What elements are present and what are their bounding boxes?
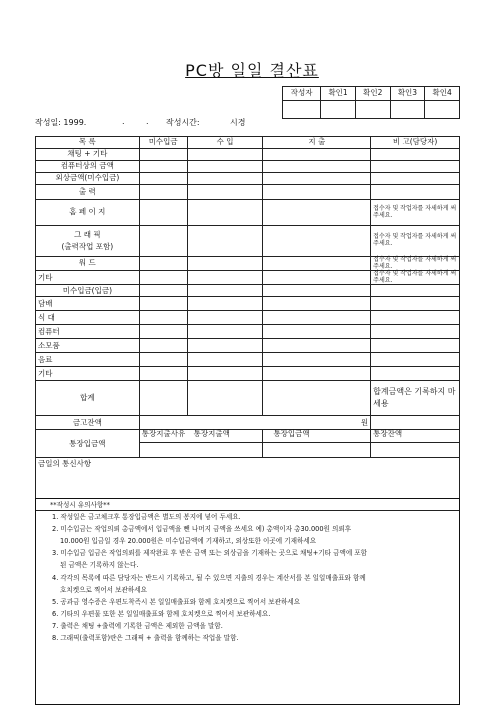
row-label: 채팅 + 기타: [36, 149, 140, 161]
notes-heading: **작성시 유의사항**: [50, 501, 110, 509]
cash-label: 금고잔액: [36, 416, 140, 430]
signature-cell[interactable]: [321, 101, 356, 119]
settlement-table: [35, 136, 460, 511]
approval-writer: 작성자: [283, 87, 321, 101]
cash-amount[interactable]: 원: [139, 416, 370, 430]
time-unit: 시경: [230, 118, 246, 127]
signature-cell[interactable]: [355, 101, 390, 119]
row-label: 그 래 픽 (출력작업 포함): [36, 226, 140, 257]
col-header: 수 입: [187, 137, 263, 149]
note-line: 7. 출력은 채팅 +출력에 기록한 금액은 제외한 금액을 말함.: [52, 621, 223, 630]
row-label: 워 드: [36, 257, 140, 271]
expense-label: 기타: [36, 367, 140, 381]
time-label: 작성시간:: [166, 118, 200, 127]
col-header: 비 고(담당자): [371, 137, 460, 149]
bank-label: 통장입금액: [36, 430, 140, 458]
col-header: 지 출: [263, 137, 371, 149]
note-line: 2. 미수입금는 작업의뢰 총금액에서 입금액을 뺀 나머지 금액을 쓰세요 예) 총액이자 총30.000원 의뢰후: [52, 525, 352, 534]
note-line: 된 금액은 기록하지 않는다.: [60, 561, 139, 570]
row-label: 미수입금(입금): [36, 285, 140, 297]
note-line: 5. 공과금 영수증은 우편도착즉시 본 일일매출표와 함께 호치켓으로 찍어서 보관하세요: [52, 597, 301, 606]
col-header: 목 록: [36, 137, 140, 149]
expense-label: 음료: [36, 353, 140, 367]
signature-cell[interactable]: [425, 101, 460, 119]
total-note: 합계금액은 기록하지 마세용: [371, 381, 460, 416]
row-note: 접수자 및 작업자를 자세하게 써주세요.: [371, 200, 460, 226]
date-dot: .: [122, 117, 125, 126]
note-line: 1. 작성일은 금고체크후 통장입금액은 별도의 봉지에 넣어 두세요.: [52, 513, 241, 522]
page-title: PC방 일일 결산표: [185, 61, 319, 80]
note-line: 8. 그래픽(출력포함)란은 그래픽 + 출력을 함께하는 작업을 말함.: [52, 634, 239, 643]
row-label: 기타: [36, 271, 140, 285]
notes-box: [35, 498, 460, 705]
signature-cell[interactable]: [283, 101, 321, 119]
comm-label: 금일의 통신사항: [38, 459, 92, 469]
date-dot: .: [146, 117, 149, 126]
row-label: 컴퓨터상의 금액: [36, 161, 140, 173]
row-label: 홈 페 이 지: [36, 200, 140, 226]
note-line: 10.000원 입금일 경우 20.000원은 미수입금액에 기재하고, 외상또한 이곳에 기재하세요: [60, 537, 317, 546]
note-line: 3. 미수입금 입금은 작업의뢰를 제작완료 후 받은 금액 또는 외상금을 기재하는 곳으로 채팅+기타 금액에 포함: [52, 549, 368, 558]
expense-label: 컴퓨터: [36, 325, 140, 339]
approval-check3: 확인3: [390, 87, 425, 101]
bank-col: 통장입금액: [263, 430, 371, 443]
date-label: 작성일: 1999.: [35, 118, 87, 127]
expense-label: 식 대: [36, 311, 140, 325]
note-line: 호치켓으로 찍어서 보관하세요: [60, 585, 147, 594]
approval-box: [282, 86, 460, 119]
row-note: 접수자 및 작업자를 자세하게 써주세요.: [371, 226, 460, 257]
total-label: 합계: [36, 381, 140, 416]
bank-col: 통장지출사유: [141, 429, 186, 439]
row-label: 출 력: [36, 185, 140, 200]
note-line: 4. 각각의 목록에 따른 담당자는 반드시 기록하고, 될 수 있으면 지출의 경우는 계산서를 본 일일매출표와 함께: [52, 573, 366, 582]
expense-label: 담배: [36, 297, 140, 311]
row-label: 외상금액(미수입금): [36, 173, 140, 185]
approval-check1: 확인1: [321, 87, 356, 101]
row-note: 접수자 및 작업자를 자세하게 써주세요.: [371, 257, 460, 271]
approval-check4: 확인4: [425, 87, 460, 101]
bank-col: 통장잔액: [371, 430, 460, 443]
expense-label: 소모품: [36, 339, 140, 353]
note-line: 6. 기타의 우편물 또한 본 일일매출표와 함께 호치켓으로 찍어서 보관하세요.: [52, 609, 271, 618]
row-note: 접수자 및 작업자를 자세하게 써주세요.: [371, 271, 460, 285]
approval-check2: 확인2: [355, 87, 390, 101]
signature-cell[interactable]: [390, 101, 425, 119]
bank-col: 통장지출액: [193, 429, 230, 439]
col-header: 미수입금: [139, 137, 187, 149]
